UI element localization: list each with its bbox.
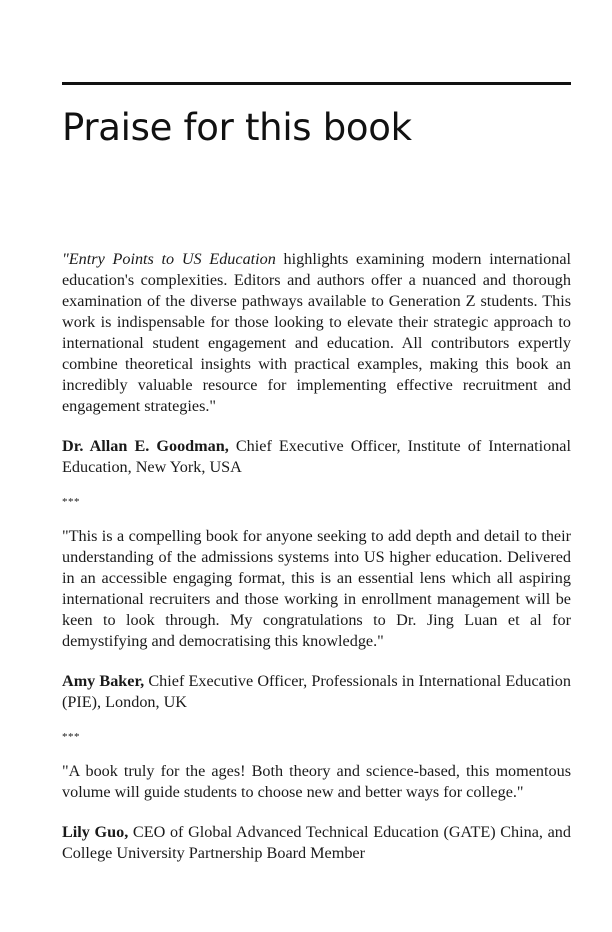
endorsement-quote-2 <box>62 526 571 652</box>
endorser-affiliation: CEO of Global Advanced Technical Education (GATE) China, and College University Partnership Board Member <box>62 823 571 862</box>
endorser-affiliation: Chief Executive Officer, Professionals in International Education (PIE), London, UK <box>62 672 571 711</box>
separator: *** <box>62 731 80 743</box>
endorser-name: Dr. Allan E. Goodman, <box>62 437 229 455</box>
quote-text: highlights examining modern international education's complexities. Editors and authors offer a nuanced and thorough examination of the diverse pathways available to Generation Z students. This work is indispensable for those looking to elevate their strategic approach to international student engagement and education. All contributors expertly combine theoretical insights with practical examples, making this book an incredibly valuable resource for implementing effective recruitment and engagement strategies." <box>62 250 572 415</box>
endorser-affiliation: Chief Executive Officer, Institute of International Education, New York, USA <box>62 437 571 476</box>
endorsement-quote-3 <box>62 761 571 803</box>
endorsements <box>62 249 571 864</box>
book-title: "Entry Points to US Education <box>62 250 276 268</box>
endorsement-attribution-3 <box>62 822 571 864</box>
separator: *** <box>62 496 80 508</box>
quote-text: "This is a compelling book for anyone seeking to add depth and detail to their understanding of the admissions systems into US higher education. Delivered in an accessible engaging format, this is an essential lens which all aspiring international recruiters and those working in enrollment management will be keen to look through. My congratulations to Dr. Jing Luan et al for demystifying and democratising this knowledge." <box>62 527 571 650</box>
endorsement-attribution-1 <box>62 436 571 478</box>
endorsement-attribution-2 <box>62 671 571 713</box>
page-title: Praise for this book <box>62 106 412 149</box>
quote-text: "A book truly for the ages! Both theory and science-based, this momentous volume will guide students to choose new and better ways for college." <box>62 762 571 801</box>
endorser-name: Lily Guo, <box>62 823 129 841</box>
endorsement-quote-1 <box>62 249 571 417</box>
top-rule <box>62 82 571 85</box>
endorser-name: Amy Baker, <box>62 672 145 690</box>
